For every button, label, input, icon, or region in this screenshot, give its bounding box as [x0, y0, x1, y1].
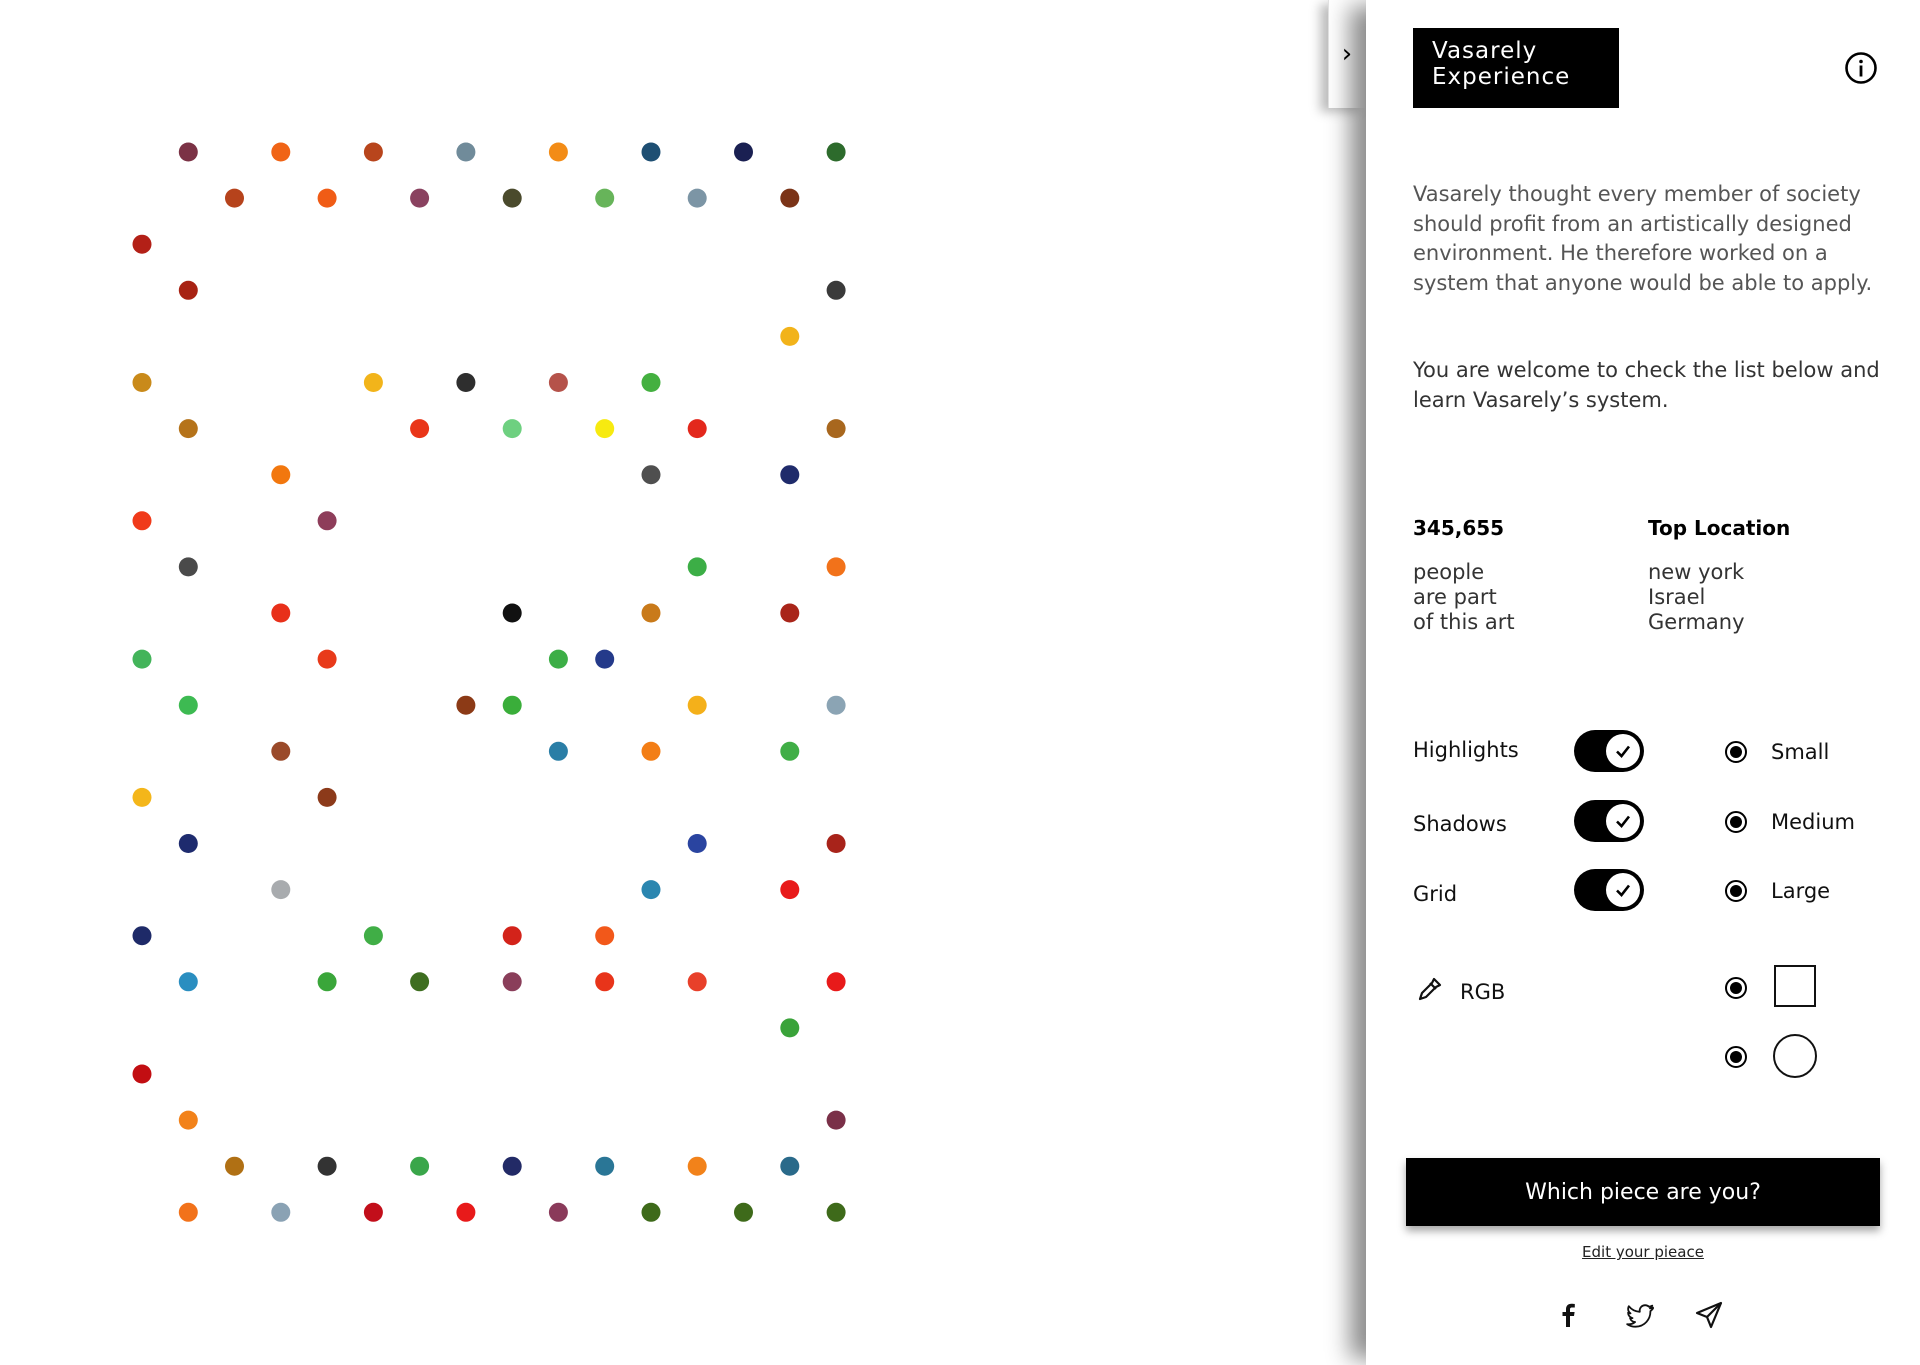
info-icon[interactable] [1844, 51, 1878, 85]
art-dot[interactable] [271, 604, 290, 623]
participant-count: 345,655 [1413, 516, 1505, 540]
eyedropper-icon[interactable] [1414, 975, 1444, 1005]
art-dot[interactable] [827, 419, 846, 438]
art-dot[interactable] [179, 972, 198, 991]
top-location-list [1648, 560, 1745, 635]
size-small-label: Small [1771, 740, 1830, 764]
check-icon [1614, 881, 1632, 899]
art-dot[interactable] [225, 1157, 244, 1176]
art-dot[interactable] [133, 511, 152, 530]
description: Vasarely thought every member of society should profit from an artistically designed environment. He therefore worked on a system that anyone would be able to apply. [1413, 182, 1873, 295]
art-dot[interactable] [410, 1157, 429, 1176]
art-dot[interactable] [780, 742, 799, 761]
art-dot[interactable] [410, 972, 429, 991]
art-dot[interactable] [827, 834, 846, 853]
art-dot[interactable] [179, 1203, 198, 1222]
facebook-icon[interactable] [1553, 1300, 1583, 1330]
art-dot[interactable] [364, 143, 383, 162]
art-dot[interactable] [271, 143, 290, 162]
art-dot[interactable] [642, 373, 661, 392]
size-large-label: Large [1771, 879, 1831, 903]
art-dot[interactable] [642, 604, 661, 623]
grid-toggle[interactable] [1574, 869, 1644, 911]
size-small-radio[interactable] [1725, 741, 1747, 763]
art-dot[interactable] [179, 696, 198, 715]
send-icon[interactable] [1694, 1300, 1724, 1330]
art-dot[interactable] [549, 143, 568, 162]
art-dot[interactable] [133, 1065, 152, 1084]
art-dot[interactable] [595, 189, 614, 208]
art-dot[interactable] [503, 419, 522, 438]
art-dot[interactable] [318, 788, 337, 807]
art-dot[interactable] [827, 281, 846, 300]
art-dot[interactable] [318, 189, 337, 208]
side-panel [1366, 0, 1920, 1365]
square-shape-option[interactable] [1774, 965, 1816, 1007]
shadows-label: Shadows [1413, 812, 1507, 836]
highlights-toggle[interactable] [1574, 730, 1644, 772]
art-dot[interactable] [410, 189, 429, 208]
art-dot[interactable] [133, 788, 152, 807]
highlights-label: Highlights [1413, 738, 1519, 762]
art-dot[interactable] [595, 1157, 614, 1176]
art-dot[interactable] [271, 880, 290, 899]
art-dot[interactable] [179, 419, 198, 438]
art-dot[interactable] [688, 1157, 707, 1176]
art-dot[interactable] [780, 604, 799, 623]
art-dot[interactable] [642, 1203, 661, 1222]
art-dot[interactable] [642, 465, 661, 484]
art-dot[interactable] [688, 189, 707, 208]
art-dot[interactable] [133, 926, 152, 945]
art-dot[interactable] [780, 880, 799, 899]
art-dot[interactable] [503, 1157, 522, 1176]
art-dot[interactable] [780, 189, 799, 208]
twitter-icon[interactable] [1626, 1300, 1656, 1330]
art-dot[interactable] [549, 742, 568, 761]
art-dot[interactable] [503, 696, 522, 715]
art-dot[interactable] [271, 1203, 290, 1222]
art-dot[interactable] [642, 143, 661, 162]
art-dot[interactable] [734, 1203, 753, 1222]
shadows-toggle[interactable] [1574, 800, 1644, 842]
rgb-label: RGB [1460, 980, 1506, 1004]
art-dot[interactable] [827, 143, 846, 162]
art-dot[interactable] [179, 143, 198, 162]
art-dot[interactable] [827, 1203, 846, 1222]
art-dot[interactable] [318, 1157, 337, 1176]
art-dot[interactable] [318, 650, 337, 669]
logo-line-1: Vasarely [1432, 38, 1538, 64]
collapse-panel-button[interactable] [1328, 0, 1365, 108]
art-dot[interactable] [179, 1111, 198, 1130]
participant-count-caption: people are part of this art [1413, 560, 1515, 634]
art-dot[interactable] [318, 972, 337, 991]
description-cta: You are welcome to check the list below and learn Vasarely’s system. [1413, 358, 1880, 412]
art-dot[interactable] [271, 742, 290, 761]
art-dot[interactable] [179, 834, 198, 853]
art-dot[interactable] [549, 650, 568, 669]
art-dot[interactable] [688, 834, 707, 853]
size-large-radio[interactable] [1725, 880, 1747, 902]
art-dot[interactable] [271, 465, 290, 484]
art-dot[interactable] [364, 926, 383, 945]
art-dot[interactable] [133, 235, 152, 254]
art-dot[interactable] [503, 189, 522, 208]
art-dot[interactable] [595, 650, 614, 669]
location-item: Germany [1648, 610, 1745, 634]
art-dot[interactable] [179, 557, 198, 576]
art-dot[interactable] [503, 972, 522, 991]
edit-piece-link[interactable]: Edit your pieace [1582, 1243, 1704, 1261]
art-dot[interactable] [549, 1203, 568, 1222]
size-medium-label: Medium [1771, 810, 1855, 834]
art-dot[interactable] [456, 696, 475, 715]
art-dot[interactable] [503, 604, 522, 623]
art-dot[interactable] [688, 696, 707, 715]
location-item: Israel [1648, 585, 1706, 609]
chevron-right-icon: › [1341, 39, 1353, 69]
art-dot[interactable] [225, 189, 244, 208]
grid-label: Grid [1413, 882, 1458, 906]
art-dot[interactable] [456, 1203, 475, 1222]
art-dot[interactable] [780, 465, 799, 484]
art-dot[interactable] [595, 419, 614, 438]
art-dot[interactable] [549, 373, 568, 392]
top-location-title: Top Location [1648, 516, 1791, 540]
art-dot[interactable] [456, 143, 475, 162]
size-medium-radio[interactable] [1725, 811, 1747, 833]
art-dot[interactable] [780, 327, 799, 346]
art-dot[interactable] [410, 419, 429, 438]
art-dot[interactable] [133, 373, 152, 392]
art-dot[interactable] [827, 1111, 846, 1130]
art-dot[interactable] [688, 557, 707, 576]
check-icon [1614, 812, 1632, 830]
art-dot[interactable] [688, 419, 707, 438]
art-dot[interactable] [133, 650, 152, 669]
art-dot[interactable] [780, 1018, 799, 1037]
check-icon [1614, 742, 1632, 760]
art-dot[interactable] [688, 972, 707, 991]
location-item: new york [1648, 560, 1745, 584]
art-dot[interactable] [503, 926, 522, 945]
art-dot[interactable] [827, 972, 846, 991]
art-dot[interactable] [364, 1203, 383, 1222]
circle-shape-option[interactable] [1773, 1034, 1817, 1078]
shape-square-radio[interactable] [1725, 977, 1747, 999]
art-dot[interactable] [734, 143, 753, 162]
art-dot[interactable] [318, 511, 337, 530]
art-dot[interactable] [827, 557, 846, 576]
art-dot[interactable] [642, 742, 661, 761]
which-piece-button[interactable]: Which piece are you? [1406, 1158, 1880, 1226]
art-dot[interactable] [780, 1157, 799, 1176]
art-dot[interactable] [595, 926, 614, 945]
art-dot[interactable] [456, 373, 475, 392]
logo-line-2: Experience [1432, 64, 1571, 90]
art-dot[interactable] [179, 281, 198, 300]
logo [1413, 28, 1619, 108]
art-dot[interactable] [642, 880, 661, 899]
shape-circle-radio[interactable] [1725, 1046, 1747, 1068]
art-dot[interactable] [827, 696, 846, 715]
art-dot[interactable] [364, 373, 383, 392]
art-dot[interactable] [595, 972, 614, 991]
